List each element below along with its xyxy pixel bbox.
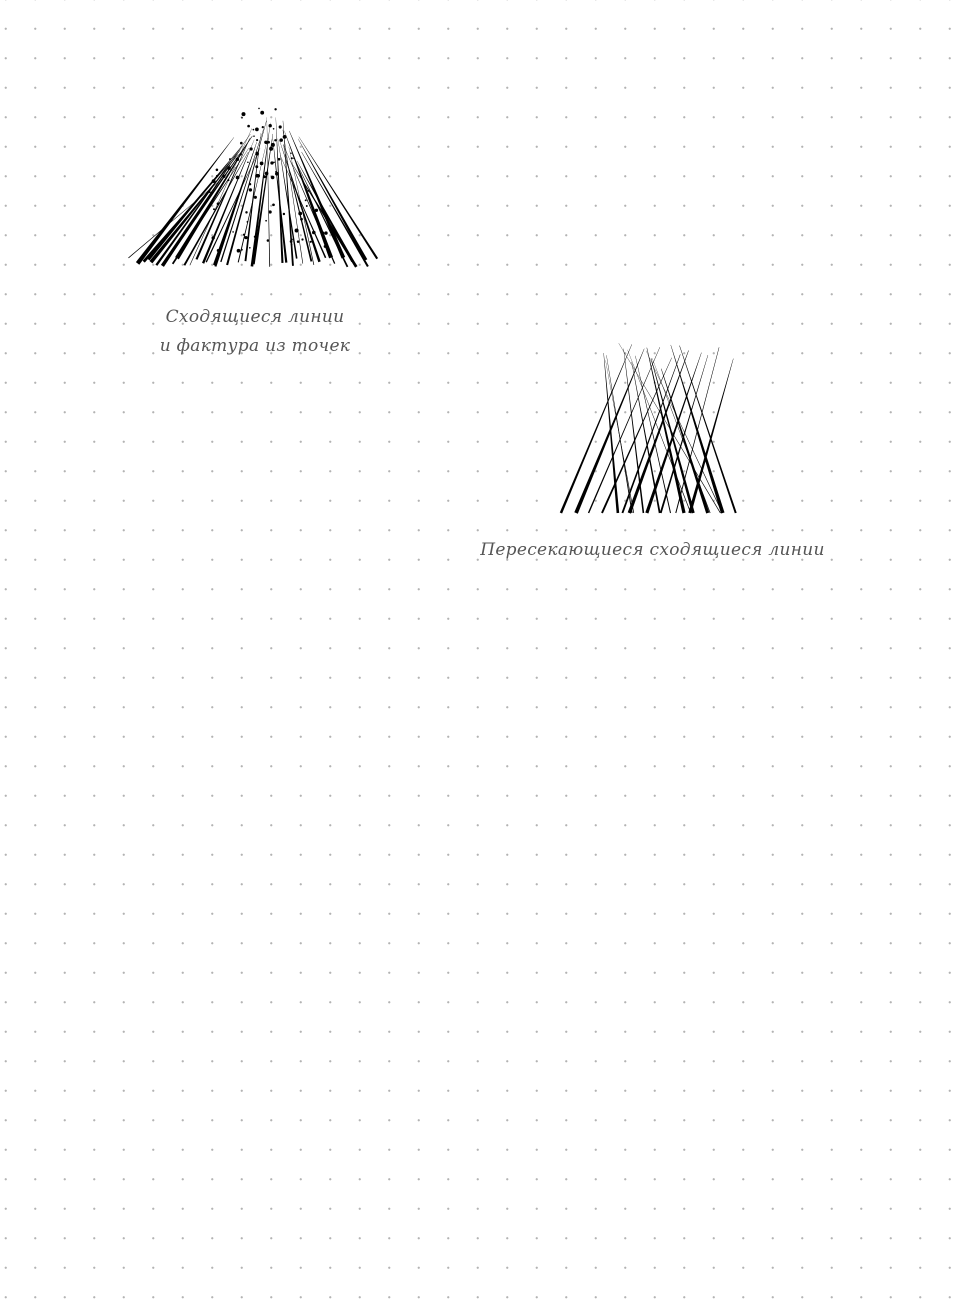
texture-dot <box>247 221 249 223</box>
texture-dot <box>253 129 255 131</box>
converging-line <box>202 140 254 264</box>
caption-converging-lines <box>120 303 390 361</box>
crossing-lines-illustration <box>555 330 760 520</box>
caption-line: Сходящиеся линии <box>165 307 345 327</box>
texture-dot <box>232 166 233 167</box>
texture-dot <box>268 210 271 213</box>
texture-dot <box>236 158 239 161</box>
texture-dot <box>240 142 243 145</box>
texture-dot <box>300 218 303 221</box>
texture-dot <box>263 175 266 178</box>
texture-dot <box>239 153 241 155</box>
texture-dot <box>279 138 283 142</box>
texture-dot <box>209 191 211 193</box>
texture-dot <box>258 108 260 110</box>
texture-dot <box>257 174 261 178</box>
texture-dot <box>278 158 281 161</box>
texture-dot <box>271 176 275 180</box>
texture-dot <box>249 247 251 249</box>
texture-dot <box>247 125 250 128</box>
texture-dot <box>216 169 219 172</box>
crossing-line <box>688 359 733 514</box>
texture-dot <box>269 124 272 127</box>
texture-dot <box>213 208 215 210</box>
texture-dot <box>324 245 327 248</box>
texture-dot <box>312 231 316 235</box>
texture-dot <box>253 135 255 137</box>
texture-dot <box>249 188 252 191</box>
texture-dot <box>301 238 303 240</box>
texture-dot <box>267 141 270 144</box>
converging-line <box>283 130 303 264</box>
texture-dot <box>242 112 246 116</box>
texture-dot <box>273 128 275 130</box>
texture-dot <box>297 240 300 243</box>
texture-dot <box>321 232 324 235</box>
caption-line: и фактура из точек <box>159 336 351 356</box>
crossing-line <box>646 351 723 513</box>
texture-dot <box>216 175 218 177</box>
texture-dot <box>265 220 267 222</box>
texture-dot <box>279 125 282 128</box>
texture-dot <box>260 162 264 166</box>
texture-dot <box>272 203 275 206</box>
converging-line <box>252 134 273 265</box>
texture-dot <box>256 152 258 154</box>
texture-dot <box>212 179 216 183</box>
texture-dot <box>271 143 275 147</box>
crossing-line <box>560 344 632 513</box>
texture-dot <box>310 241 312 243</box>
converging-line <box>267 117 270 266</box>
texture-dot <box>315 209 318 212</box>
texture-dot <box>262 126 264 128</box>
caption-crossing-lines <box>470 536 835 565</box>
texture-dot <box>291 157 293 159</box>
crossing-line <box>679 346 736 514</box>
texture-dot <box>283 213 285 215</box>
texture-dot <box>229 158 231 160</box>
texture-dot <box>249 183 251 185</box>
texture-dot <box>254 236 256 238</box>
caption-line: Пересекающиеся сходящиеся линии <box>480 540 825 560</box>
texture-dot <box>274 139 276 141</box>
texture-dot <box>291 244 293 246</box>
texture-dot <box>265 172 269 176</box>
texture-dot <box>249 147 252 150</box>
texture-dot <box>243 234 245 236</box>
texture-dot <box>290 240 293 243</box>
texture-dot <box>269 147 273 151</box>
converging-line <box>165 136 253 262</box>
texture-dot <box>227 166 231 170</box>
texture-dot <box>222 175 225 178</box>
texture-dot <box>217 249 220 252</box>
texture-dot <box>307 190 309 192</box>
converging-line <box>245 133 262 261</box>
texture-dot <box>256 139 258 141</box>
texture-dot <box>274 108 276 110</box>
texture-dot <box>306 205 308 207</box>
texture-dot <box>270 161 273 164</box>
texture-dot <box>247 162 249 164</box>
texture-dot <box>227 179 229 181</box>
texture-dot <box>244 236 247 239</box>
texture-dot <box>217 202 220 205</box>
texture-dot <box>293 158 294 159</box>
texture-dot <box>241 117 243 119</box>
texture-dot <box>298 212 302 216</box>
crossing-line <box>588 347 660 513</box>
texture-dot <box>254 196 257 199</box>
texture-dot <box>317 223 319 225</box>
texture-dot <box>255 128 259 132</box>
texture-dot <box>283 135 287 139</box>
texture-dot <box>245 211 247 213</box>
texture-dot <box>266 142 268 144</box>
texture-dot <box>192 232 194 234</box>
texture-dot <box>324 231 327 234</box>
crossing-line <box>619 343 721 513</box>
texture-dot <box>241 249 243 251</box>
texture-dot <box>237 249 241 253</box>
texture-dot <box>212 236 215 239</box>
texture-dot <box>275 171 277 173</box>
texture-dot <box>232 231 234 233</box>
texture-dot <box>255 165 258 168</box>
texture-dot <box>236 176 240 180</box>
converging-lines-illustration <box>120 95 390 280</box>
texture-dot <box>267 239 270 242</box>
texture-dot <box>260 111 264 115</box>
texture-dot <box>290 152 291 153</box>
converging-line <box>298 139 367 261</box>
texture-dot <box>295 228 299 232</box>
texture-dot <box>305 199 307 201</box>
crossing-line <box>604 353 620 513</box>
